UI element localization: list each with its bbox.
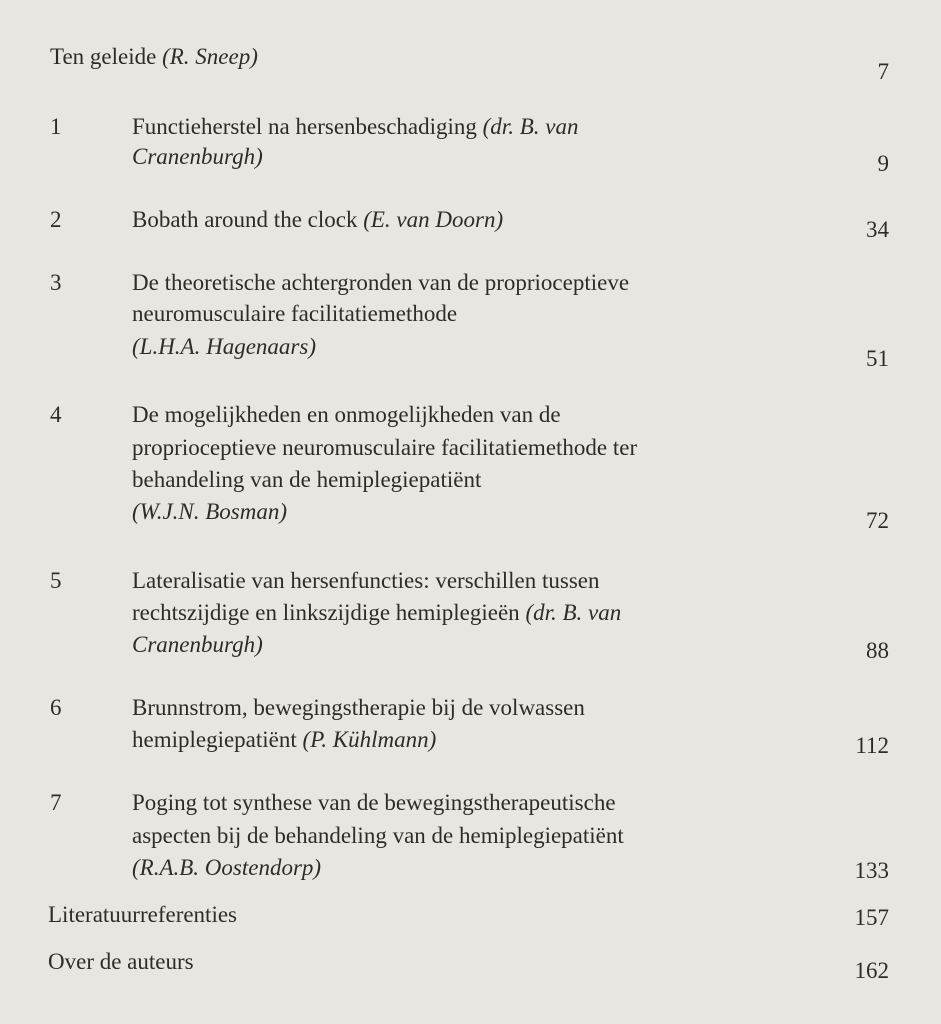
entry-title-line (132, 725, 436, 755)
entry-title: Over de auteurs (48, 949, 194, 974)
entry-author: (R.A.B. Oostendorp) (132, 855, 322, 880)
entry-title-line (132, 853, 321, 883)
entry-title-line: proprioceptieve neuromusculaire facilitatiemethode ter (132, 435, 638, 460)
entry-title-line (132, 497, 287, 527)
entry-title-line: behandeling van de hemiplegiepatiënt (132, 467, 482, 492)
entry-title-line: De mogelijkheden en onmogelijkheden van de (132, 402, 561, 427)
entry-title-line: Poging tot synthese van de bewegingstherapeutische (132, 790, 616, 815)
page-number: 7 (877, 59, 889, 84)
chapter-number: 7 (50, 790, 62, 815)
chapter-number: 2 (50, 207, 62, 232)
chapter-number: 1 (50, 114, 62, 139)
page-number: 157 (854, 905, 889, 930)
page-number: 9 (877, 151, 889, 176)
entry-title-line (132, 630, 263, 660)
entry-title-line (132, 142, 263, 172)
page-number: 133 (854, 858, 889, 883)
chapter-number: 3 (50, 270, 62, 295)
entry-title-line (132, 205, 503, 235)
chapter-number: 5 (50, 568, 62, 593)
entry-author: (W.J.N. Bosman) (132, 499, 288, 524)
page-number: 112 (855, 733, 889, 758)
entry-author: (dr. B. van (525, 600, 622, 625)
page-number: 88 (866, 638, 889, 663)
entry-author: (dr. B. van (482, 114, 579, 139)
entry-title-line (50, 42, 258, 72)
entry-title-line: Brunnstrom, bewegingstherapie bij de volwassen (132, 695, 585, 720)
entry-title: Ten geleide (50, 44, 157, 69)
entry-author: Cranenburgh) (132, 632, 263, 657)
entry-author: (P. Kühlmann) (302, 727, 437, 752)
entry-title: rechtszijdige en linkszijdige hemiplegieën (132, 600, 520, 625)
entry-title: hemiplegiepatiënt (132, 727, 297, 752)
entry-title-line (132, 332, 316, 362)
chapter-number: 6 (50, 695, 62, 720)
entry-title-line: Lateralisatie van hersenfuncties: verschillen tussen (132, 568, 600, 593)
entry-author: (L.H.A. Hagenaars) (132, 334, 316, 359)
page-number: 34 (866, 217, 889, 242)
entry-title: Functieherstel na hersenbeschadiging (132, 114, 477, 139)
entry-title-line (132, 598, 621, 628)
page-number: 72 (866, 508, 889, 533)
entry-author: (E. van Doorn) (363, 207, 504, 232)
entry-author: Cranenburgh) (132, 144, 263, 169)
entry-title-line (132, 112, 578, 142)
entry-title-line: De theoretische achtergronden van de proprioceptieve (132, 270, 630, 295)
entry-title: Literatuurreferenties (48, 902, 237, 927)
page-number: 162 (854, 958, 889, 983)
page-number: 51 (866, 346, 889, 371)
entry-title-line: aspecten bij de behandeling van de hemiplegiepatiënt (132, 823, 624, 848)
entry-title-line: neuromusculaire facilitatiemethode (132, 301, 458, 326)
entry-author: (R. Sneep) (162, 44, 258, 69)
entry-title: Bobath around the clock (132, 207, 358, 232)
chapter-number: 4 (50, 402, 62, 427)
